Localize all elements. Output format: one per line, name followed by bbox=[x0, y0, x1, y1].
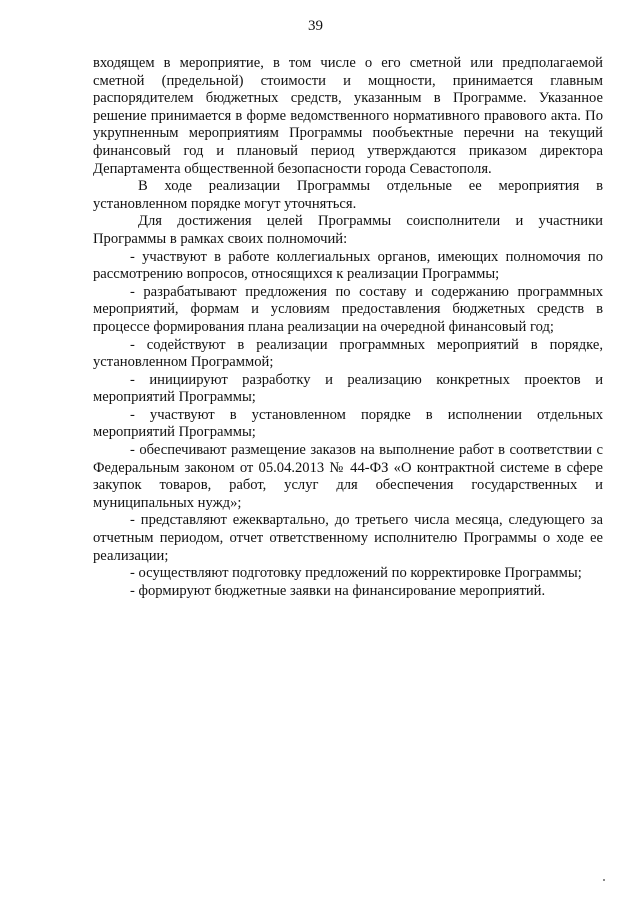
list-item: - инициируют разработку и реализацию конкретных проектов и мероприятий Программы; bbox=[93, 371, 603, 406]
list-item: - представляют ежеквартально, до третьего числа месяца, следующего за отчетным периодом, отчет ответственному исполнителю Программы о ходе ее реализации; bbox=[93, 512, 603, 564]
document-body bbox=[93, 55, 603, 600]
list-item: - осуществляют подготовку предложений по корректировке Программы; bbox=[130, 565, 582, 582]
list-item: - формируют бюджетные заявки на финансирование мероприятий. bbox=[130, 582, 546, 599]
page-number: 39 bbox=[308, 18, 323, 34]
paragraph-participants-intro: Для достижения целей Программы соисполнители и участники Программы в рамках своих полномочий: bbox=[93, 213, 603, 247]
list-item: - содействуют в реализации программных мероприятий в порядке, установленном Программой; bbox=[93, 336, 603, 371]
list-item: - участвуют в работе коллегиальных органов, имеющих полномочия по рассмотрению вопросов, относящихся к реализации Программы; bbox=[93, 248, 603, 283]
paragraph-continuation: входящем в мероприятие, в том числе о его сметной или предполагаемой сметной (предельной) стоимости и мощности, принимается главным распорядителем бюджетных средств, указанным в Программе. Указанное решение принимается в форме ведомственного нормативного правового акта. По укрупненным мероприятиям Программы пообъектные перечни на текущий финансовый год и плановый период утверждаются приказом директора Департамента общественной безопасности города Севастополя. bbox=[93, 55, 603, 177]
paragraph-program-implementation: В ходе реализации Программы отдельные ее мероприятия в установленном порядке могут уточняться. bbox=[93, 178, 603, 212]
list-item: - участвуют в установленном порядке в исполнении отдельных мероприятий Программы; bbox=[93, 406, 603, 441]
list-item: - разрабатывают предложения по составу и содержанию программных мероприятий, формам и условиям предоставления бюджетных средств в процессе формирования плана реализации на очередной финансовый год; bbox=[93, 283, 603, 335]
scan-speck bbox=[603, 879, 605, 881]
list-item: - обеспечивают размещение заказов на выполнение работ в соответствии с Федеральным законом от 05.04.2013 № 44-ФЗ «О контрактной системе в сфере закупок товаров, работ, услуг для обеспечения государственных и муниципальных нужд»; bbox=[93, 442, 603, 511]
